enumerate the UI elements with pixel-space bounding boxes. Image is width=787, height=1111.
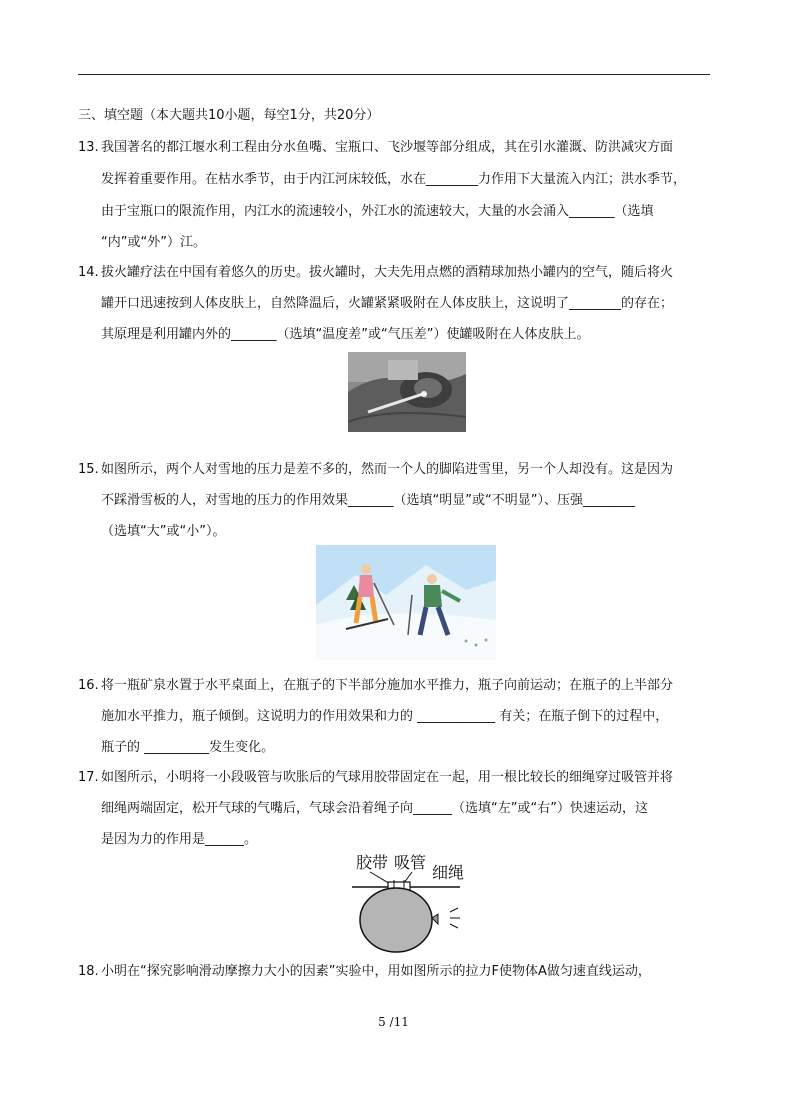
question-16-number: 16. (78, 678, 99, 693)
question-18-number: 18. (78, 964, 99, 979)
question-13-line-4: “内”或“外”）江。 (101, 235, 206, 250)
question-14-line-3: 其原理是利用罐内外的_______（选填“温度差”或“气压差”）使罐吸附在人体皮肤上。 (101, 327, 590, 342)
question-13-line-2: 发挥着重要作用。在枯水季节，由于内江河床较低，水在________力作用下大量流入内江；洪水季节， (101, 172, 687, 187)
skiing-illustration (316, 545, 496, 660)
page-number: 5 /11 (378, 1015, 409, 1029)
straw-pointer (404, 872, 412, 883)
label-tape: 胶带 (356, 853, 389, 872)
cupping-photo (348, 352, 466, 432)
question-15-line-3: （选填“大”或“小”）。 (101, 524, 226, 539)
question-13-line-1: 我国著名的都江堰水利工程由分水鱼嘴、宝瓶口、飞沙堰等部分组成，其在引水灌溉、防洪减灾方面 (101, 140, 674, 155)
question-17-line-2: 细绳两端固定，松开气球的气嘴后，气球会沿着绳子向______（选填“左”或“右”）快速运动，这 (101, 801, 648, 816)
label-straw: 吸管 (394, 853, 427, 872)
question-14-line-2: 罐开口迅速按到人体皮肤上，自然降温后，火罐紧紧吸附在人体皮肤上，这说明了________的存在； (101, 296, 674, 311)
question-16-line-2: 施加水平推力，瓶子倾倒。这说明力的作用效果和力的 ____________ 有关；在瓶子倒下的过程中， (101, 709, 669, 724)
question-13-line-3: 由于宝瓶口的限流作用，内江水的流速较小，外江水的流速较大，大量的水会涌入_______（选填 (101, 204, 654, 219)
question-14-number: 14. (78, 265, 99, 280)
question-15-line-1: 如图所示，两个人对雪地的压力是差不多的，然而一个人的脚陷进雪里，另一个人却没有。这是因为 (101, 462, 674, 477)
label-string: 细绳 (432, 863, 465, 882)
question-16-line-3: 瓶子的 __________发生变化。 (101, 740, 275, 755)
question-18-line-1: 小明在“探究影响滑动摩擦力大小的因素”实验中，用如图所示的拉力F使物体A做匀速直线运动， (101, 964, 651, 979)
question-17-line-1: 如图所示，小明将一小段吸管与吹胀后的气球用胶带固定在一起，用一根比较长的细绳穿过吸管并将 (101, 770, 674, 785)
balloon-diagram (348, 848, 478, 958)
header-rule (78, 74, 710, 75)
question-17-line-3: 是因为力的作用是______。 (101, 832, 258, 847)
balloon (360, 888, 432, 952)
question-15-number: 15. (78, 462, 99, 477)
question-13-number: 13. (78, 140, 99, 155)
air-jet-marks (450, 908, 460, 928)
question-15-line-2: 不踩滑雪板的人，对雪地的压力的作用效果_______（选填“明显”或“不明显”）、压强________ (101, 493, 635, 508)
question-14-line-1: 拔火罐疗法在中国有着悠久的历史。拔火罐时，大夫先用点燃的酒精球加热小罐内的空气，随后将火 (101, 265, 674, 280)
question-17-number: 17. (78, 770, 99, 785)
question-16-line-1: 将一瓶矿泉水置于水平桌面上，在瓶子的下半部分施加水平推力，瓶子向前运动；在瓶子的上半部分 (101, 678, 674, 693)
balloon-nozzle (432, 914, 438, 924)
section-title: 三、填空题（本大题共10小题，每空1分，共20分） (78, 108, 380, 123)
